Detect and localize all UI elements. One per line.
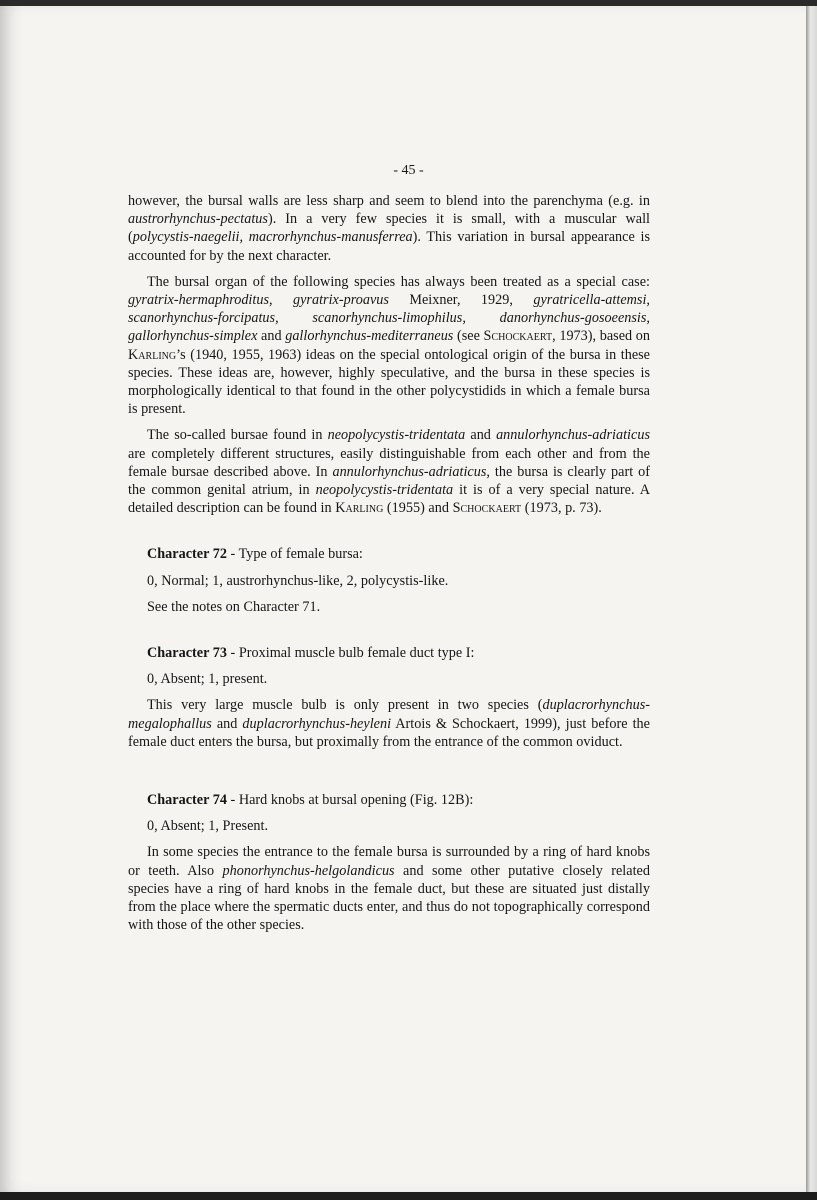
- character-74-heading: Character 74 - Hard knobs at bursal opening (Fig. 12B):: [147, 792, 474, 809]
- character-74-text: In some species the entrance to the female bursa is surrounded by a ring of hard knobs or teeth. Also phonorhynchus-helgolandicus and some other putative closely related species have a ring of hard knobs in the female duct, but these are situated just distally from the place where the spermatic ducts enter, and thus do not topographically correspond with those of the other species.: [128, 844, 650, 934]
- character-74-states: 0, Absent; 1, Present.: [147, 818, 269, 835]
- page-number: - 45 -: [393, 163, 424, 178]
- paragraph-so-called-bursae: The so-called bursae found in neopolycystis-tridentata and annulorhynchus-adriaticus are completely different structures, easily distinguishable from each other and from the female bursae described above. In annulorhynchus-adriaticus, the bursa is clearly part of the common genital atrium, in neopolycystis-tridentata it is of a very special nature. A detailed description can be found in Karling (1955) and Schockaert (1973, p. 73).: [128, 427, 651, 517]
- paragraph-bursal-walls: however, the bursal walls are less sharp and seem to blend into the parenchyma (e.g. in austrorhynchus-pectatus). In a very few species it is small, with a muscular wall (polycystis-naegelii, macrorhynchus-manusferrea). This variation in bursal appearance is accounted for by the next character.: [128, 193, 650, 264]
- page-edge: [806, 6, 817, 1192]
- scan-border: [0, 1192, 817, 1200]
- character-72-states: 0, Normal; 1, austrorhynchus-like, 2, polycystis-like.: [147, 572, 449, 589]
- character-73-states: 0, Absent; 1, present.: [147, 671, 268, 688]
- character-72-heading: Character 72 - Type of female bursa:: [147, 546, 363, 563]
- character-73-text: This very large muscle bulb is only present in two species (duplacrorhynchus-megalophallus and duplacrorhynchus-heyleni Artois & Schockaert, 1999), just before the female duct enters the bursa, but proximally from the entrance of the common oviduct.: [128, 697, 650, 750]
- character-73-heading: Character 73 - Proximal muscle bulb female duct type I:: [147, 645, 475, 662]
- body-text: [128, 192, 650, 943]
- character-72-note: See the notes on Character 71.: [147, 598, 321, 615]
- paragraph-bursal-organ: The bursal organ of the following species has always been treated as a special case: gyratrix-hermaphroditus, gyratrix-proavus Meixner, 1929, gyratricella-attemsi, scanorhynchus-forcipatus, scanorhynchus-limophilus, danorhynchus-gosoeensis, gallorhynchus-simplex and gallorhynchus-mediterraneus (see Schockaert, 1973), based on Karling’s (1940, 1955, 1963) ideas on the special ontological origin of the bursa in these species. These ideas are, however, highly speculative, and the bursa in these species is morphologically identical to that found in the other polycystidids in which a female bursa is present.: [128, 273, 650, 418]
